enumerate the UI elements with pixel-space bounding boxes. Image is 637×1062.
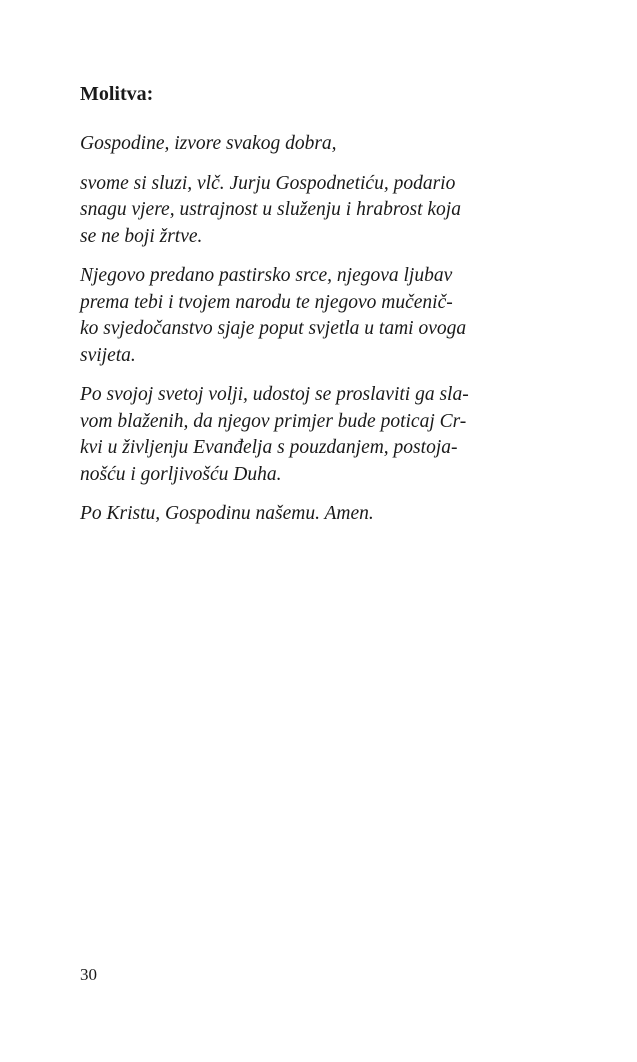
prayer-paragraph-invocation: Gospodine, izvore svakog dobra, bbox=[80, 133, 337, 154]
page-number: 30 bbox=[80, 965, 97, 984]
prayer-text bbox=[80, 131, 532, 541]
prayer-paragraph-petition: Po svojoj svetoj volji, udostoj se proslaviti ga sla- vom blaženih, da njegov primjer bude poticaj Cr- kvi u življenju Evanđelja s pouzdanjem, postoja- nošću i gorljivošću Duha. bbox=[80, 384, 469, 485]
prayer-heading: Molitva: bbox=[80, 83, 154, 105]
prayer-paragraph-witness: Njegovo predano pastirsko srce, njegova ljubav prema tebi i tvojem narodu te njegovo mučenič- ko svjedočanstvo sjaje poput svjetla u tami ovoga svijeta. bbox=[80, 265, 467, 366]
prayer-paragraph-gifts: svome si sluzi, vlč. Jurju Gospodnetiću, podario snagu vjere, ustrajnost u služenju i hrabrost koja se ne boji žrtve. bbox=[80, 172, 461, 247]
prayer-paragraph-closing: Po Kristu, Gospodinu našemu. Amen. bbox=[80, 503, 374, 524]
